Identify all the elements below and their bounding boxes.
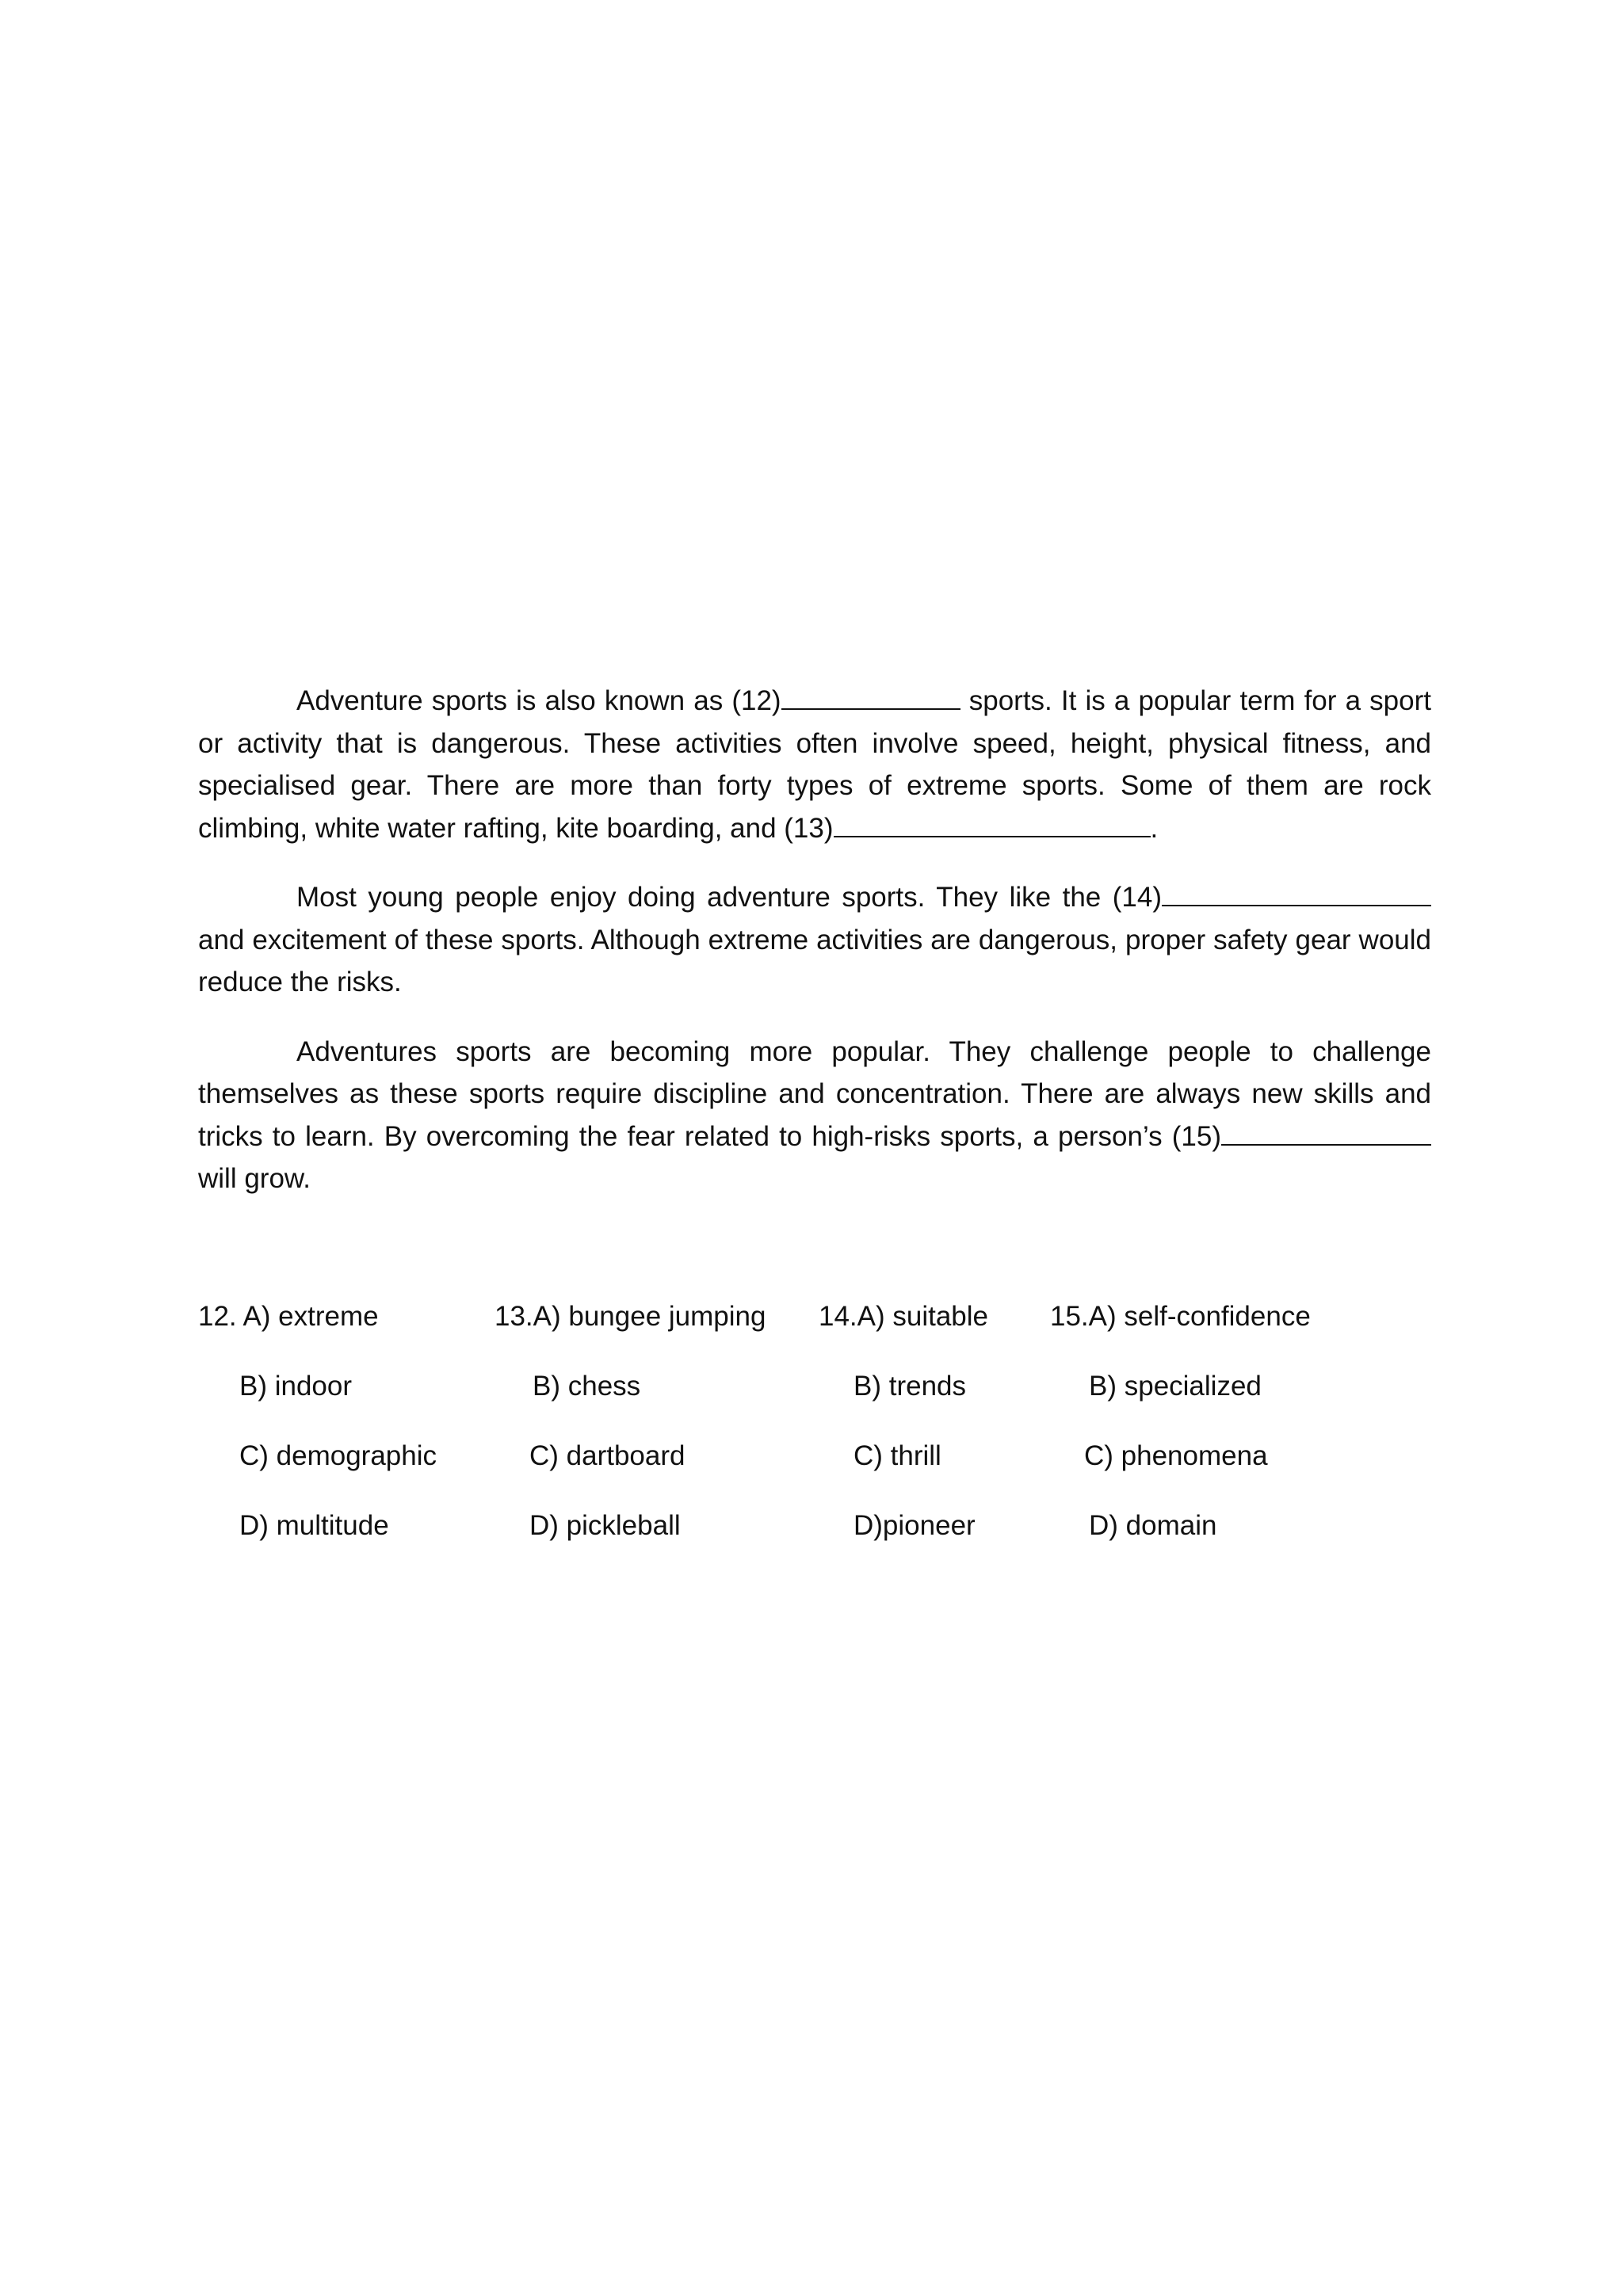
- paragraph-3-text-b: will grow.: [198, 1163, 311, 1194]
- option-15-d: D) domain: [1089, 1510, 1217, 1541]
- option-13-a: 13.A) bungee jumping: [495, 1301, 766, 1332]
- option-12-a: 12. A) extreme: [198, 1301, 379, 1332]
- option-15-a: 15.A) self-confidence: [1050, 1301, 1311, 1332]
- paragraph-1: [198, 680, 1431, 849]
- paragraph-2: [198, 876, 1431, 1004]
- blank-13: [834, 810, 1151, 837]
- option-15-c: C) phenomena: [1084, 1440, 1268, 1471]
- paragraph-3: [198, 1031, 1431, 1200]
- option-12-b: B) indoor: [239, 1371, 353, 1402]
- option-15-b: B) specialized: [1089, 1371, 1262, 1402]
- option-13-b: B) chess: [533, 1371, 641, 1402]
- paragraph-2-text-b: and excitement of these sports. Although extreme activities are dangerous, proper safety gear would reduce the risks.: [198, 924, 1431, 997]
- option-13-c: C) dartboard: [529, 1440, 685, 1471]
- paragraph-1-text-a: Adventure sports is also known as (12): [296, 685, 781, 716]
- blank-15: [1221, 1119, 1431, 1146]
- option-14-a: 14.A) suitable: [819, 1301, 989, 1332]
- blank-12: [781, 683, 960, 710]
- option-12-c: C) demographic: [239, 1440, 437, 1471]
- option-14-c: C) thrill: [854, 1440, 941, 1471]
- option-14-d: D)pioneer: [854, 1510, 976, 1541]
- paragraph-1-text-c: .: [1150, 812, 1159, 844]
- option-12-d: D) multitude: [239, 1510, 389, 1541]
- reading-passage: [198, 680, 1431, 1227]
- option-14-b: B) trends: [854, 1371, 966, 1402]
- paragraph-1-text-b: sports. It is a popular term for a sport or activity that is dangerous. These activities often involve speed, height, physical fitness, and specialised gear. There are more than forty types of extreme sports. Some of them are rock climbing, white water rafting, kite boarding, and (13): [198, 685, 1431, 844]
- paragraph-2-text-a: Most young people enjoy doing adventure sports. They like the (14): [296, 882, 1162, 913]
- option-13-d: D) pickleball: [529, 1510, 681, 1541]
- paragraph-3-text-a: Adventures sports are becoming more popular. They challenge people to challenge themselves as these sports require discipline and concentration. There are always new skills and tricks to learn. By overcoming the fear related to high-risks sports, a person’s (15): [198, 1035, 1431, 1152]
- blank-14: [1162, 879, 1431, 906]
